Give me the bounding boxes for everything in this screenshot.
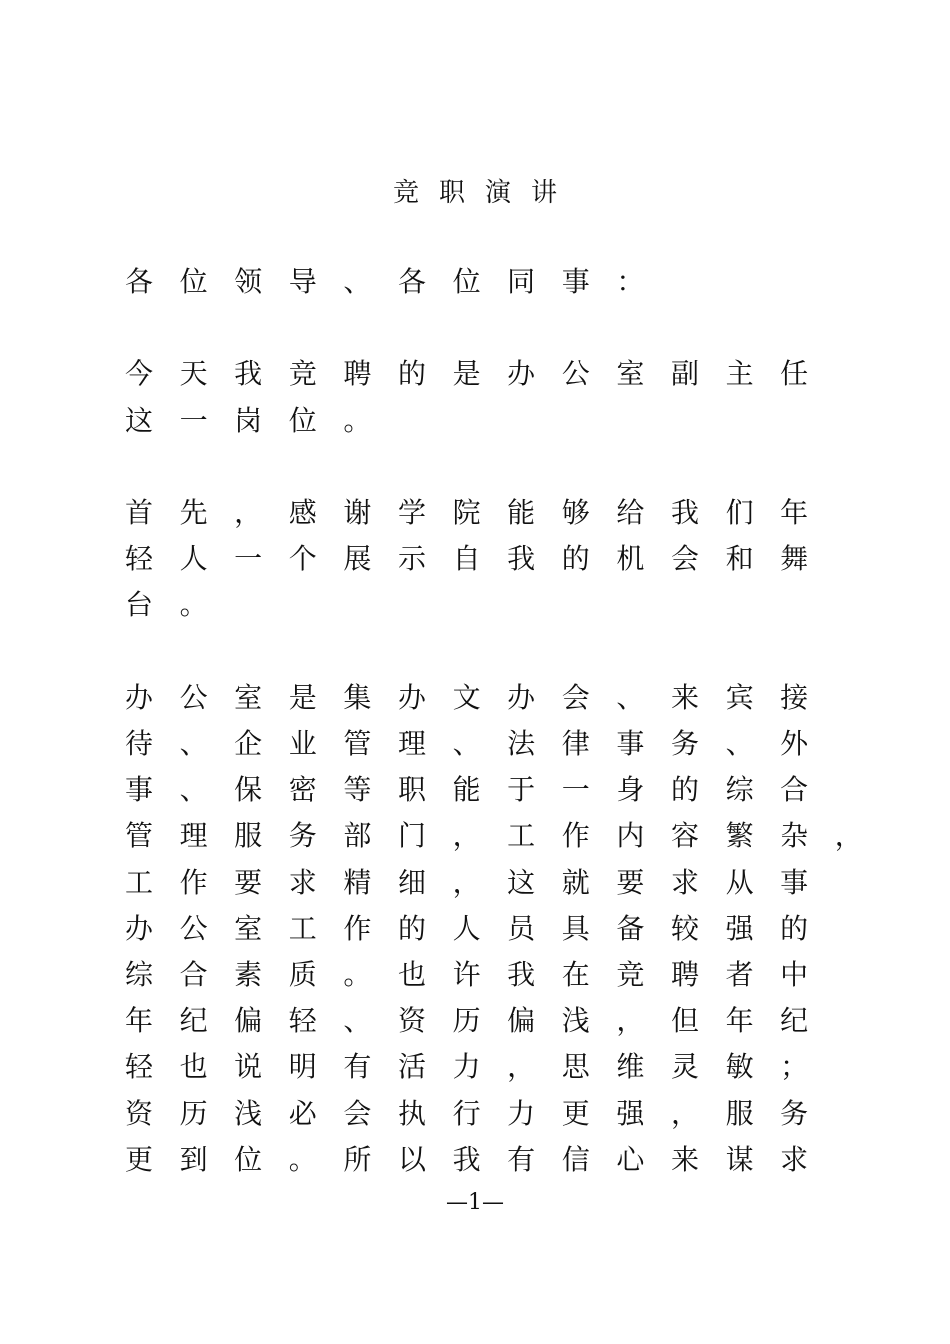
page-number: —1— bbox=[446, 1190, 504, 1215]
page-title: 竞职演讲 bbox=[392, 178, 577, 208]
